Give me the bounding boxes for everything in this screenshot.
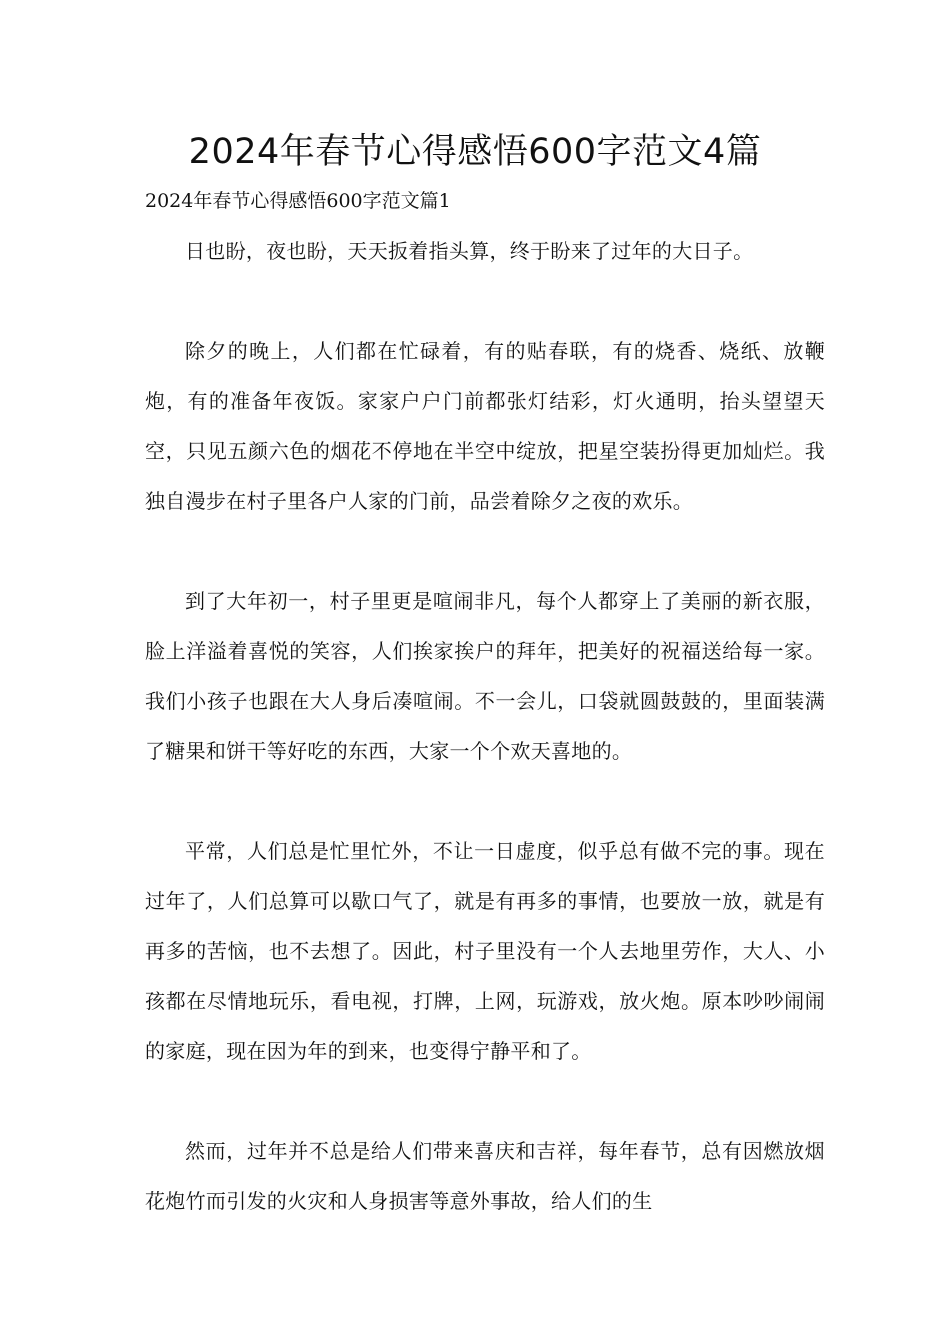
paragraph-1: 日也盼，夜也盼，天天扳着指头算，终于盼来了过年的大日子。	[185, 239, 754, 263]
paragraph-2: 除夕的晚上，人们都在忙碌着，有的贴春联，有的烧香、烧纸、放鞭炮，有的准备年夜饭。家家户户门前都张灯结彩，灯火通明，抬头望望天空，只见五颜六色的烟花不停地在半空中绽放，把星空装扮得更加灿烂。我独自漫步在村子里各户人家的门前，品尝着除夕之夜的欢乐。	[145, 339, 825, 513]
paragraph-5: 然而，过年并不总是给人们带来喜庆和吉祥，每年春节，总有因燃放烟花炮竹而引发的火灾和人身损害等意外事故，给人们的生	[145, 1139, 825, 1213]
document-title: 2024年春节心得感悟600字范文4篇	[188, 132, 762, 172]
paragraph-4: 平常，人们总是忙里忙外，不让一日虚度，似乎总有做不完的事。现在过年了，人们总算可以歇口气了，就是有再多的事情，也要放一放，就是有再多的苦恼，也不去想了。因此，村子里没有一个人去地里劳作，大人、小孩都在尽情地玩乐，看电视，打牌，上网，玩游戏，放火炮。原本吵吵闹闹的家庭，现在因为年的到来，也变得宁静平和了。	[145, 839, 825, 1063]
section-heading: 2024年春节心得感悟600字范文篇1	[145, 190, 451, 212]
paragraph-3: 到了大年初一，村子里更是喧闹非凡，每个人都穿上了美丽的新衣服，脸上洋溢着喜悦的笑容，人们挨家挨户的拜年，把美好的祝福送给每一家。我们小孩子也跟在大人身后凑喧闹。不一会儿，口袋就圆鼓鼓的，里面装满了糖果和饼干等好吃的东西，大家一个个欢天喜地的。	[145, 589, 825, 763]
